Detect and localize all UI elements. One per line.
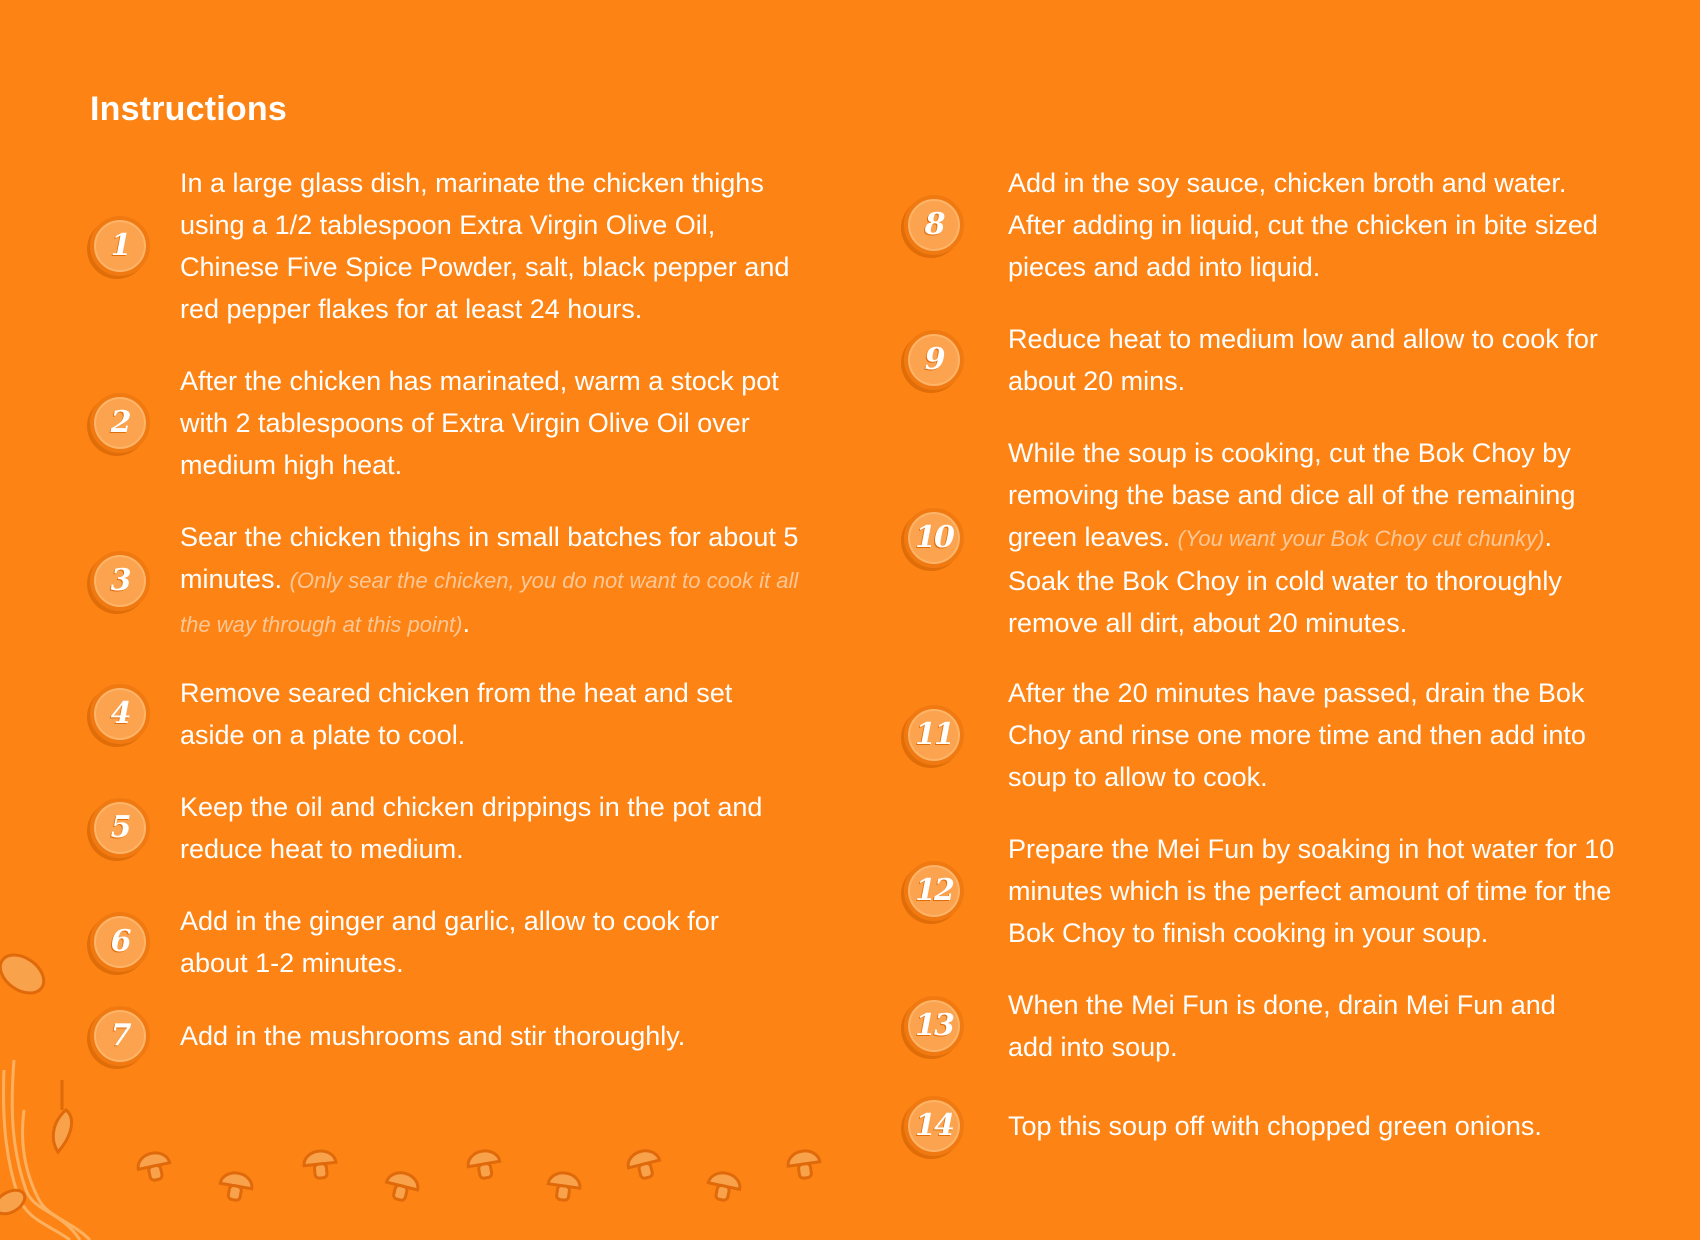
step-8 (904, 162, 1624, 288)
step-number-badge: 5 (90, 798, 150, 858)
step-text: Add in the ginger and garlic, allow to cook for about 1-2 minutes. (180, 906, 719, 978)
step-text: Add in the soy sauce, chicken broth and water. After adding in liquid, cut the chicken in bite sized pieces and add into liquid. (1008, 168, 1598, 282)
step-number-badge: 1 (90, 216, 150, 276)
step-text: In a large glass dish, marinate the chicken thighs using a 1/2 tablespoon Extra Virgin Olive Oil, Chinese Five Spice Powder, salt, black pepper and red pepper flakes for at least 24 hours. (180, 168, 790, 324)
step-number-badge: 13 (904, 996, 964, 1056)
step-main-text: While the soup is cooking, cut the Bok Choy by removing the base and dice all of the remaining green leaves. (1008, 438, 1576, 552)
step-6 (90, 900, 810, 984)
step-note: (Only sear the chicken, you do not want to cook it all the way through at this point) (180, 568, 799, 637)
step-13 (904, 984, 1624, 1068)
step-text: Top this soup off with chopped green onions. (1008, 1111, 1542, 1141)
step-1 (90, 162, 810, 330)
noodle-chili-decoration (0, 940, 100, 1240)
step-number-badge: 2 (90, 393, 150, 453)
step-text: Add in the mushrooms and stir thoroughly. (180, 1021, 686, 1051)
step-2 (90, 360, 810, 486)
step-number-badge: 11 (904, 705, 964, 765)
step-text (180, 516, 810, 646)
step-number-badge: 7 (90, 1006, 150, 1066)
step-text: After the chicken has marinated, warm a stock pot with 2 tablespoons of Extra Virgin Olive Oil over medium high heat. (180, 366, 779, 480)
step-4 (90, 672, 810, 756)
step-14 (904, 1096, 1624, 1156)
step-text: After the 20 minutes have passed, drain the Bok Choy and rinse one more time and then add into soup to allow to cook. (1008, 678, 1586, 792)
step-trailing-text: . (462, 608, 471, 638)
step-number-badge: 10 (904, 508, 964, 568)
step-text: When the Mei Fun is done, drain Mei Fun and add into soup. (1008, 990, 1556, 1062)
step-text: Remove seared chicken from the heat and set aside on a plate to cool. (180, 678, 733, 750)
step-number-badge: 3 (90, 551, 150, 611)
step-number-badge: 14 (904, 1096, 964, 1156)
step-note: (You want your Bok Choy cut chunky) (1177, 526, 1545, 551)
step-7 (90, 1006, 810, 1066)
page-title: Instructions (90, 90, 287, 128)
step-number-badge: 6 (90, 912, 150, 972)
step-main-text: Sear the chicken thighs in small batches for about 5 minutes. (180, 522, 799, 594)
step-text: Keep the oil and chicken drippings in the pot and reduce heat to medium. (180, 792, 763, 864)
step-trailing-text: . Soak the Bok Choy in cold water to thoroughly remove all dirt, about 20 minutes. (1008, 522, 1562, 638)
step-12 (904, 828, 1624, 954)
step-text: Reduce heat to medium low and allow to cook for about 20 mins. (1008, 324, 1598, 396)
step-3 (90, 516, 810, 646)
step-5 (90, 786, 810, 870)
mushroom-row-decoration (120, 1130, 840, 1230)
step-9 (904, 318, 1624, 402)
step-number-badge: 12 (904, 861, 964, 921)
step-number-badge: 4 (90, 684, 150, 744)
step-number-badge: 9 (904, 330, 964, 390)
step-text: Prepare the Mei Fun by soaking in hot water for 10 minutes which is the perfect amount of time for the Bok Choy to finish cooking in your soup. (1008, 834, 1615, 948)
step-10 (904, 432, 1624, 644)
step-number-badge: 8 (904, 195, 964, 255)
step-11 (904, 672, 1624, 798)
step-text (1008, 432, 1618, 644)
